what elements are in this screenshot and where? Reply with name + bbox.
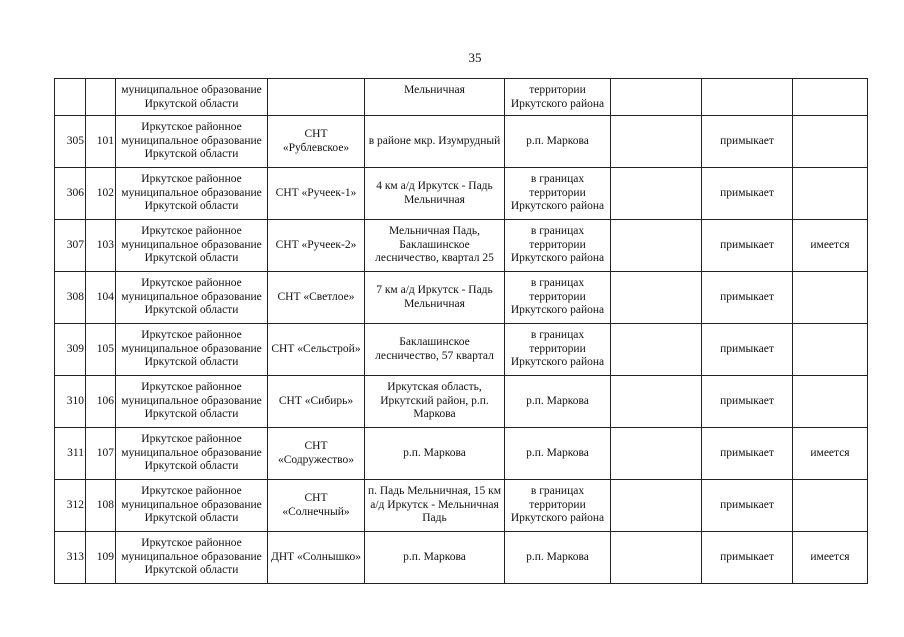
cell-territory: р.п. Маркова xyxy=(505,428,611,480)
cell-territory: в границах территории Иркутского района xyxy=(505,220,611,272)
registry-table xyxy=(54,78,868,584)
cell-location: 4 км а/д Иркутск - Падь Мельничная xyxy=(365,168,505,220)
cell-sub-number: 107 xyxy=(86,428,116,480)
cell-municipality: Иркутское районное муниципальное образование Иркутской области xyxy=(116,428,268,480)
cell-col9 xyxy=(793,376,868,428)
cell-municipality: Иркутское районное муниципальное образование Иркутской области xyxy=(116,116,268,168)
cell-municipality: Иркутское районное муниципальное образование Иркутской области xyxy=(116,272,268,324)
cell-adjacency: примыкает xyxy=(702,376,793,428)
cell-number: 312 xyxy=(55,480,86,532)
cell-sub-number: 102 xyxy=(86,168,116,220)
cell-adjacency: примыкает xyxy=(702,116,793,168)
cell-adjacency: примыкает xyxy=(702,220,793,272)
cell-sub-number xyxy=(86,79,116,116)
cell-municipality: Иркутское районное муниципальное образование Иркутской области xyxy=(116,220,268,272)
cell-name: СНТ «Содружество» xyxy=(268,428,365,480)
table-row xyxy=(55,428,868,480)
cell-municipality: муниципальное образование Иркутской области xyxy=(116,79,268,116)
table-row-continued xyxy=(55,79,868,116)
cell-name: СНТ «Ручеек-1» xyxy=(268,168,365,220)
table-row xyxy=(55,220,868,272)
cell-municipality: Иркутское районное муниципальное образование Иркутской области xyxy=(116,168,268,220)
cell-municipality: Иркутское районное муниципальное образование Иркутской области xyxy=(116,480,268,532)
cell-territory: в границах территории Иркутского района xyxy=(505,272,611,324)
cell-name: ДНТ «Солнышко» xyxy=(268,532,365,584)
cell-col9: имеется xyxy=(793,428,868,480)
cell-col9: имеется xyxy=(793,532,868,584)
cell-sub-number: 108 xyxy=(86,480,116,532)
cell-municipality: Иркутское районное муниципальное образование Иркутской области xyxy=(116,376,268,428)
cell-sub-number: 104 xyxy=(86,272,116,324)
cell-col9 xyxy=(793,168,868,220)
cell-col7 xyxy=(611,532,702,584)
cell-number: 313 xyxy=(55,532,86,584)
table-row xyxy=(55,272,868,324)
cell-number: 306 xyxy=(55,168,86,220)
cell-name xyxy=(268,79,365,116)
cell-col7 xyxy=(611,480,702,532)
cell-territory: в границах территории Иркутского района xyxy=(505,480,611,532)
table-row xyxy=(55,376,868,428)
cell-location: Баклашинское лесничество, 57 квартал xyxy=(365,324,505,376)
cell-number: 311 xyxy=(55,428,86,480)
cell-municipality: Иркутское районное муниципальное образование Иркутской области xyxy=(116,324,268,376)
cell-territory: р.п. Маркова xyxy=(505,532,611,584)
cell-col9 xyxy=(793,324,868,376)
cell-sub-number: 101 xyxy=(86,116,116,168)
cell-sub-number: 106 xyxy=(86,376,116,428)
cell-adjacency: примыкает xyxy=(702,324,793,376)
cell-col7 xyxy=(611,376,702,428)
cell-location: р.п. Маркова xyxy=(365,532,505,584)
cell-name: СНТ «Рублевское» xyxy=(268,116,365,168)
cell-location: Мельничная Падь, Баклашинское лесничество, квартал 25 xyxy=(365,220,505,272)
cell-name: СНТ «Ручеек-2» xyxy=(268,220,365,272)
cell-adjacency: примыкает xyxy=(702,428,793,480)
cell-name: СНТ «Солнечный» xyxy=(268,480,365,532)
page-number: 35 xyxy=(468,50,482,65)
cell-location: в районе мкр. Изумрудный xyxy=(365,116,505,168)
cell-name: СНТ «Светлое» xyxy=(268,272,365,324)
cell-name: СНТ «Сибирь» xyxy=(268,376,365,428)
cell-col7 xyxy=(611,168,702,220)
cell-number: 309 xyxy=(55,324,86,376)
cell-number xyxy=(55,79,86,116)
cell-location: р.п. Маркова xyxy=(365,428,505,480)
table-row xyxy=(55,168,868,220)
cell-col9 xyxy=(793,480,868,532)
cell-territory: р.п. Маркова xyxy=(505,376,611,428)
cell-adjacency: примыкает xyxy=(702,168,793,220)
cell-municipality: Иркутское районное муниципальное образование Иркутской области xyxy=(116,532,268,584)
cell-number: 310 xyxy=(55,376,86,428)
cell-sub-number: 109 xyxy=(86,532,116,584)
cell-location: Иркутская область, Иркутский район, р.п. Маркова xyxy=(365,376,505,428)
table-row xyxy=(55,116,868,168)
cell-territory: территории Иркутского района xyxy=(505,79,611,116)
cell-col7 xyxy=(611,116,702,168)
cell-territory: р.п. Маркова xyxy=(505,116,611,168)
cell-adjacency xyxy=(702,79,793,116)
cell-sub-number: 103 xyxy=(86,220,116,272)
cell-adjacency: примыкает xyxy=(702,532,793,584)
cell-adjacency: примыкает xyxy=(702,272,793,324)
cell-col9 xyxy=(793,116,868,168)
table-row xyxy=(55,480,868,532)
cell-location: Мельничная xyxy=(365,79,505,116)
table-body xyxy=(55,79,868,584)
cell-col7 xyxy=(611,324,702,376)
cell-col7 xyxy=(611,272,702,324)
cell-adjacency: примыкает xyxy=(702,480,793,532)
cell-col7 xyxy=(611,79,702,116)
cell-col7 xyxy=(611,428,702,480)
cell-sub-number: 105 xyxy=(86,324,116,376)
cell-col9 xyxy=(793,272,868,324)
cell-col7 xyxy=(611,220,702,272)
cell-location: 7 км а/д Иркутск - Падь Мельничная xyxy=(365,272,505,324)
cell-territory: в границах территории Иркутского района xyxy=(505,168,611,220)
cell-number: 307 xyxy=(55,220,86,272)
cell-col9 xyxy=(793,79,868,116)
table-row xyxy=(55,324,868,376)
cell-territory: в границах территории Иркутского района xyxy=(505,324,611,376)
table-row xyxy=(55,532,868,584)
cell-number: 308 xyxy=(55,272,86,324)
cell-number: 305 xyxy=(55,116,86,168)
cell-name: СНТ «Сельстрой» xyxy=(268,324,365,376)
cell-location: п. Падь Мельничная, 15 км а/д Иркутск - Мельничная Падь xyxy=(365,480,505,532)
cell-col9: имеется xyxy=(793,220,868,272)
